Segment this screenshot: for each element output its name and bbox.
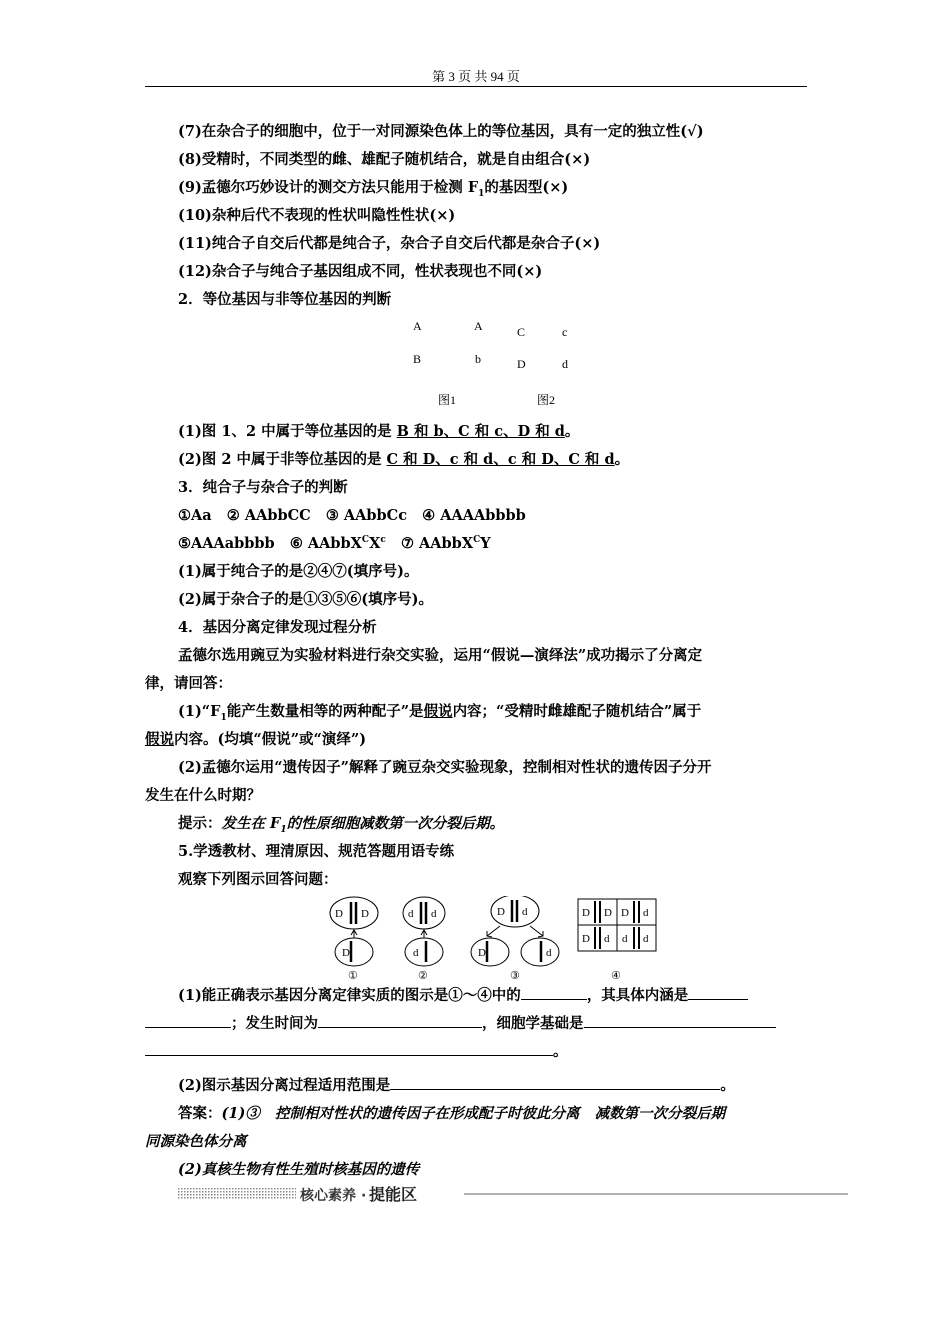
- section-3-title: 3．纯合子与杂合子的判断: [178, 479, 348, 496]
- segregation-figure: [145, 894, 810, 982]
- svg-text:D: D: [582, 933, 590, 945]
- banner-label-b: 提能区: [369, 1185, 418, 1204]
- answer-blank[interactable]: [318, 1012, 482, 1028]
- banner-graphic: [178, 1185, 848, 1205]
- answer-blank[interactable]: [584, 1012, 776, 1028]
- judgement-item-7: (7)在杂合子的细胞中，位于一对同源染色体上的等位基因，具有一定的独立性(√): [178, 123, 704, 140]
- section-2-title: 2．等位基因与非等位基因的判断: [178, 291, 392, 308]
- answer-hypothesis-2: 假说: [145, 731, 174, 748]
- svg-text:d: d: [643, 933, 649, 945]
- section-2-q2: (2)图 2 中属于非等位基因的是 C 和 D、c 和 d、c 和 D、C 和 d。: [178, 451, 630, 468]
- answer-non-allelic: C 和 D、c 和 d、c 和 D、C 和 d: [386, 451, 615, 468]
- page-header: [145, 66, 807, 85]
- judgement-item-10: (10)杂种后代不表现的性状叫隐性性状(×): [178, 207, 456, 224]
- svg-text:D: D: [342, 947, 350, 959]
- gene-label-D: D: [517, 357, 526, 371]
- svg-text:D: D: [335, 908, 343, 920]
- svg-text:D: D: [621, 907, 629, 919]
- answer-blank[interactable]: [145, 1040, 553, 1056]
- figure-1-label: 图1: [438, 393, 457, 407]
- banner-dotted-bar: [178, 1188, 296, 1200]
- section-5-q2: (2)图示基因分离过程适用范围是 。: [145, 1072, 810, 1100]
- allele-diagram: [145, 314, 810, 418]
- section-4-title: 4．基因分离定律发现过程分析: [178, 619, 377, 636]
- page-number: 第 3 页 共 94 页: [432, 69, 520, 84]
- svg-text:d: d: [604, 933, 610, 945]
- answer-allelic: B 和 b、C 和 c、D 和 d: [396, 423, 565, 440]
- section-5-answer-line2: 同源染色体分离: [145, 1133, 247, 1150]
- section-5-title: 5.学透教材、理清原因、规范答题用语专练: [178, 843, 455, 860]
- section-5-answer-line3: (2)真核生物有性生殖时核基因的遗传: [178, 1161, 420, 1178]
- section-4-intro-2: 律，请回答：: [145, 675, 232, 692]
- figure-label-3: ③: [510, 970, 520, 982]
- section-3-q1: (1)属于纯合子的是②④⑦(填序号)。: [178, 563, 419, 580]
- genotype-row-2: ⑤AAAabbbb ⑥ $AAbbX^CX^c$ ⑦ AAbbX$^C$Y: [178, 535, 491, 552]
- gene-label-A-right: A: [474, 319, 483, 333]
- answer-blank[interactable]: [688, 984, 748, 1000]
- section-5-answer-line1: 答案：(1)③ 控制相对性状的遗传因子在形成配子时彼此分离 减数第一次分裂后期: [178, 1105, 726, 1122]
- gene-label-B: B: [413, 352, 422, 366]
- svg-text:d: d: [413, 947, 419, 959]
- segregation-diagram: [145, 896, 810, 984]
- figure-label-1: ①: [348, 970, 358, 982]
- section-5-intro: 观察下列图示回答问题：: [178, 871, 338, 888]
- judgement-item-12: (12)杂合子与纯合子基因组成不同，性状表现也不同(×): [178, 263, 543, 280]
- document-body: [145, 118, 810, 1184]
- gene-label-d: d: [562, 357, 568, 371]
- header-rule: [145, 86, 807, 87]
- section-3-q2: (2)属于杂合子的是①③⑤⑥(填序号)。: [178, 591, 434, 608]
- section-2-q1: (1)图 1、2 中属于等位基因的是 B 和 b、C 和 c、D 和 d。: [178, 423, 580, 440]
- section-4-hint: 提示：发生在 $F_1$的性原细胞减数第一次分裂后期。: [178, 815, 505, 835]
- gene-label-A-left: A: [413, 319, 422, 333]
- section-5-q1-line1: (1)能正确表示基因分离定律实质的图示是①～④中的 ，其具体内涵是: [145, 982, 810, 1010]
- genotype-row-1: ①Aa ② AAbbCC ③ AAbbCc ④ AAAAbbbb: [178, 507, 526, 524]
- svg-text:D: D: [478, 947, 486, 959]
- allele-figure: [145, 314, 810, 418]
- svg-text:d: d: [522, 906, 528, 918]
- svg-text:D: D: [361, 908, 369, 920]
- section-4-q2-line1: (2)孟德尔运用“遗传因子”解释了豌豆杂交实验现象，控制相对性状的遗传因子分开: [178, 759, 712, 776]
- banner-dot: ·: [361, 1188, 367, 1204]
- section-4-q1-line2: 假说内容。(均填“假说”或“演绎”): [145, 731, 367, 748]
- judgement-item-11: (11)纯合子自交后代都是纯合子，杂合子自交后代都是杂合子(×): [178, 235, 601, 252]
- section-4-intro-1: 孟德尔选用豌豆为实验材料进行杂交实验，运用“假说—演绎法”成功揭示了分离定: [178, 647, 703, 664]
- section-5-q1-line3: 。: [145, 1038, 810, 1066]
- judgement-item-9: (9)孟德尔巧妙设计的测交方法只能用于检测 $F_1$的基因型(×): [178, 179, 569, 199]
- section-4-q1-line1: $(1)“F_1$能产生数量相等的两种配子”是假说内容；“受精时雌雄配子随机结合”属于: [178, 703, 702, 723]
- answer-blank[interactable]: [521, 984, 587, 1000]
- section-banner: [178, 1185, 848, 1205]
- svg-text:D: D: [604, 907, 612, 919]
- answer-blank[interactable]: [390, 1074, 720, 1090]
- section-4-q2-line2: 发生在什么时期？: [145, 787, 261, 804]
- svg-text:d: d: [622, 933, 628, 945]
- answer-blank[interactable]: [145, 1012, 231, 1028]
- judgement-item-8: (8)受精时，不同类型的雌、雄配子随机结合，就是自由组合(×): [178, 151, 591, 168]
- section-5-q1-line2: ；发生时间为 ，细胞学基础是: [145, 1010, 810, 1038]
- figure-label-4: ④: [611, 970, 621, 982]
- svg-text:d: d: [431, 908, 437, 920]
- svg-text:d: d: [408, 908, 414, 920]
- svg-text:d: d: [546, 947, 552, 959]
- answer-hypothesis-1: 假说: [423, 703, 453, 720]
- figure-2-label: 图2: [537, 393, 556, 407]
- gene-label-C: C: [517, 325, 526, 339]
- svg-text:D: D: [582, 907, 590, 919]
- gene-label-c: c: [562, 325, 568, 339]
- banner-label-a: 核心素养: [300, 1188, 356, 1204]
- svg-text:d: d: [643, 907, 649, 919]
- svg-text:D: D: [497, 906, 505, 918]
- figure-label-2: ②: [418, 970, 428, 982]
- gene-label-b: b: [475, 352, 481, 366]
